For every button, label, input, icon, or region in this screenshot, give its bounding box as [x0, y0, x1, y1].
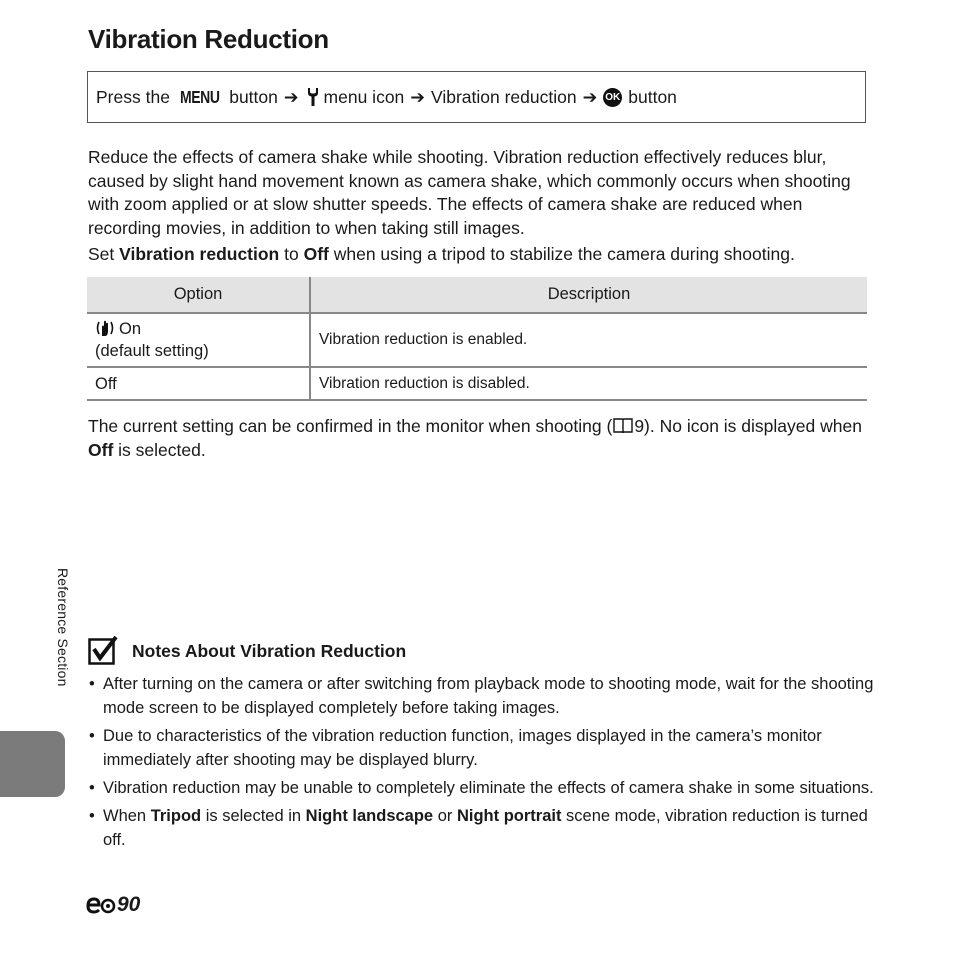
options-table [87, 277, 867, 401]
checkmark-icon [88, 636, 118, 666]
option-cell [87, 313, 310, 367]
nav-menu-icon-label: menu icon [323, 86, 405, 107]
nav-vibration-reduction: Vibration reduction [430, 86, 577, 107]
section-tab [0, 731, 65, 797]
ok-button-icon: OK [603, 88, 622, 107]
option-on: On [119, 320, 142, 338]
section-side-label: Reference Section [55, 568, 71, 687]
description-cell: Vibration reduction is enabled. [310, 313, 867, 367]
arrow-icon: ➔ [410, 86, 425, 107]
description-header: Description [310, 277, 867, 313]
arrow-icon: ➔ [582, 86, 598, 107]
option-off: Off [87, 367, 310, 400]
off-term: Off [303, 244, 329, 264]
notes-list [88, 672, 878, 856]
night-portrait-term: Night portrait [456, 807, 562, 825]
table-row [87, 367, 867, 400]
option-header: Option [87, 277, 310, 313]
option-default-note: (default setting) [95, 342, 209, 360]
nav-ok-button-label: button [628, 86, 677, 107]
intro-paragraph: Reduce the effects of camera shake while shooting. Vibration reduction effectively reduces blur, caused by slight hand movement known as camera shake, which commonly occurs when shooting with zoom applied or at slow shutter speeds. The effects of camera shake are reduced when recording movies, in addition to when taking still images. [88, 147, 851, 238]
list-item: • When Tripod is selected in Night landscape or Night portrait scene mode, vibration reduction is turned off. [88, 804, 878, 852]
book-reference-icon [612, 417, 634, 435]
list-item: • Vibration reduction may be unable to completely eliminate the effects of camera shake in some situations. [88, 776, 878, 800]
description-cell: Vibration reduction is disabled. [310, 367, 867, 400]
page-number [86, 893, 140, 917]
page-number-value: 90 [117, 893, 141, 916]
arrow-icon: ➔ [283, 86, 299, 107]
reference-section-e-icon [86, 895, 116, 915]
menu-button-icon: MENU [179, 86, 220, 107]
nav-press-the: Press the [96, 86, 170, 107]
night-landscape-term: Night landscape [305, 807, 434, 825]
vibration-reduction-icon [95, 319, 115, 337]
list-item: • Due to characteristics of the vibration reduction function, images displayed in the camera’s monitor immediately after shooting may be displayed blurry. [88, 724, 878, 772]
wrench-icon [305, 87, 321, 107]
menu-path-box [87, 71, 866, 123]
page-title: Vibration Reduction [88, 24, 329, 54]
off-term: Off [88, 439, 114, 460]
notes-title: Notes About Vibration Reduction [132, 640, 407, 661]
table-header-row [87, 277, 867, 313]
table-row [87, 313, 867, 367]
tripod-term: Tripod [150, 807, 202, 825]
tripod-paragraph: Set Vibration reduction to Off when using a tripod to stabilize the camera during shooting. [88, 244, 795, 264]
current-setting-paragraph: The current setting can be confirmed in the monitor when shooting ( 9). No icon is displayed when Off is selected. [88, 416, 862, 460]
vibration-reduction-term: Vibration reduction [119, 244, 280, 264]
page-reference: 9 [634, 416, 645, 436]
list-item: • After turning on the camera or after switching from playback mode to shooting mode, wait for the shooting mode screen to be displayed completely before taking images. [88, 672, 878, 720]
nav-button-label: button [229, 86, 278, 107]
notes-heading [88, 636, 406, 666]
